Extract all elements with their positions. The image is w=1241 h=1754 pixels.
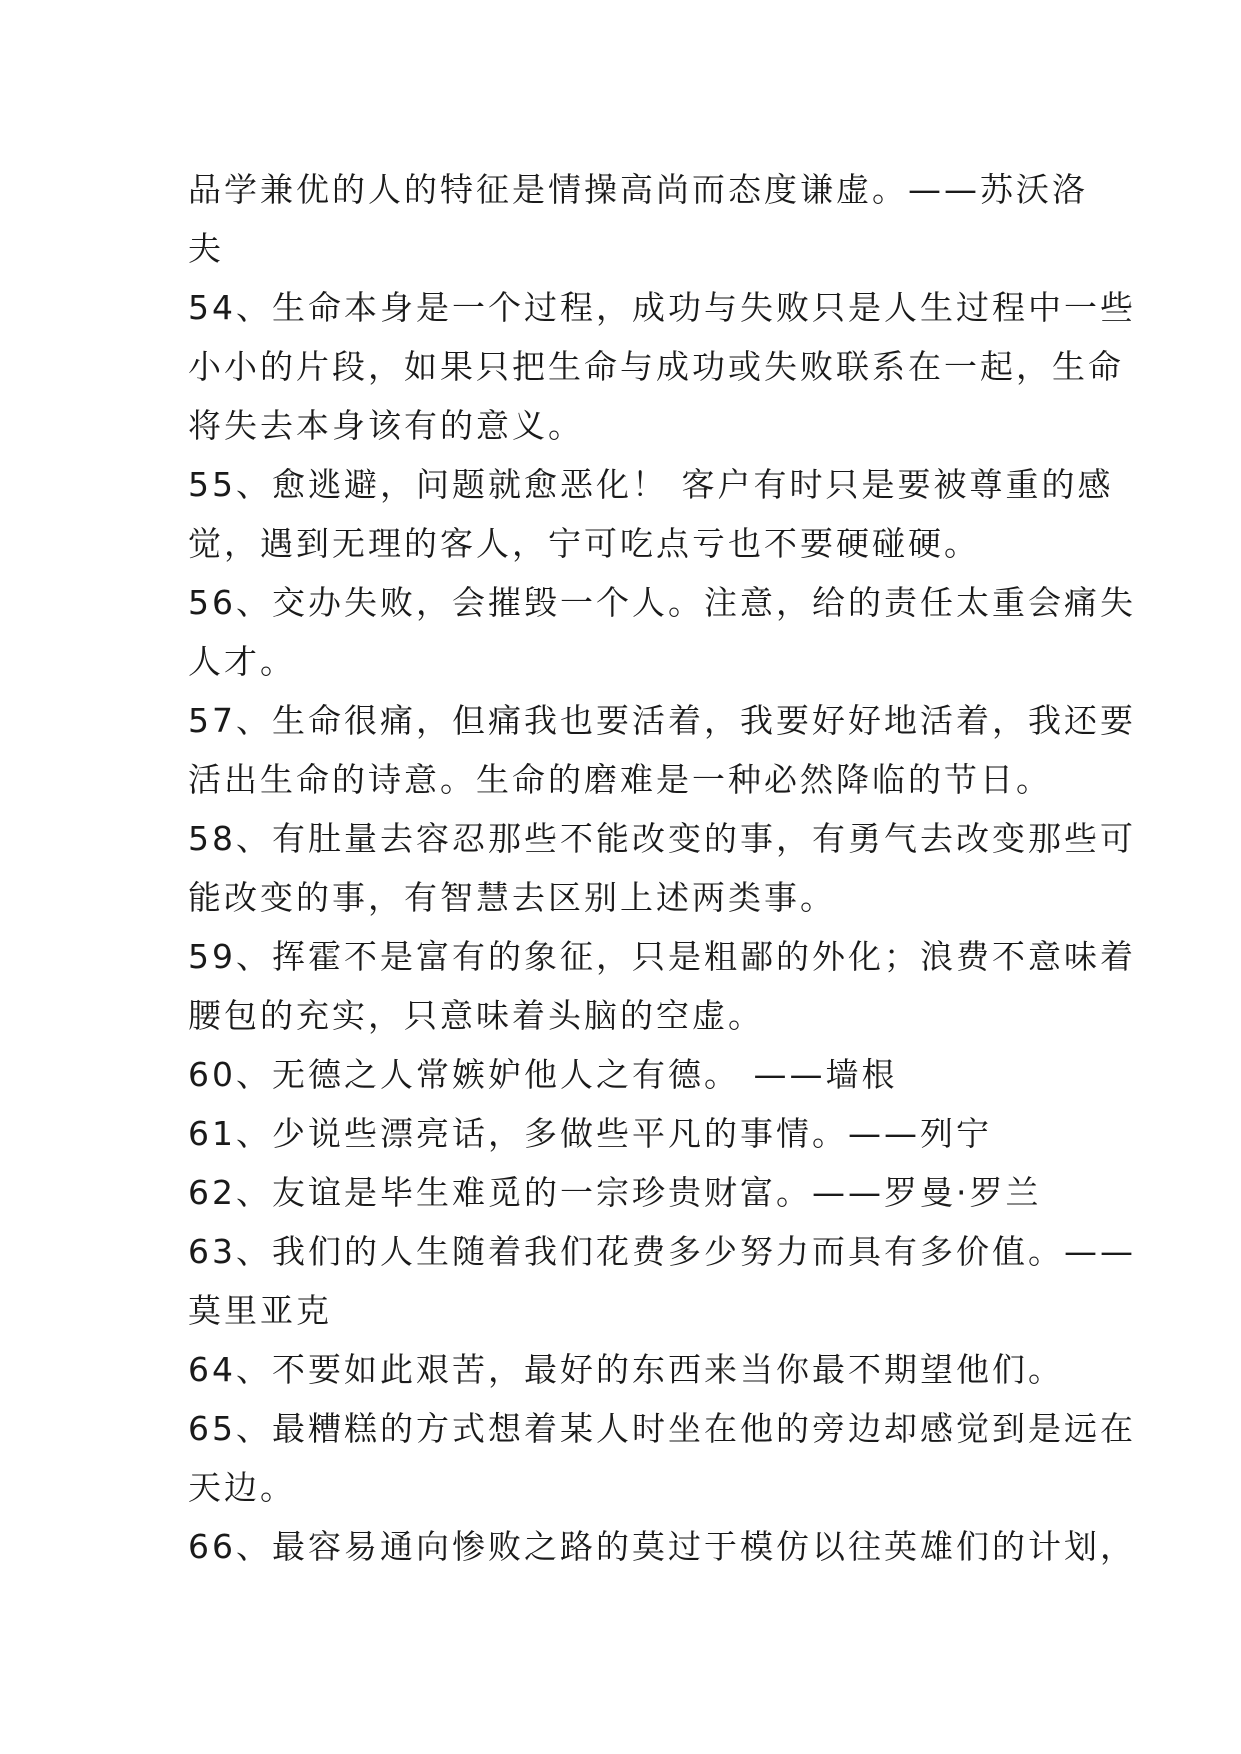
text-line: 65、最糟糕的方式想着某人时坐在他的旁边却感觉到是远在 [188, 1409, 1136, 1448]
text-line: 人才。 [188, 642, 296, 681]
text-line: 64、不要如此艰苦，最好的东西来当你最不期望他们。 [188, 1350, 1064, 1389]
text-line: 63、我们的人生随着我们花费多少努力而具有多价值。—— [188, 1232, 1136, 1271]
text-line: 夫 [188, 229, 224, 268]
text-line: 54、生命本身是一个过程，成功与失败只是人生过程中一些 [188, 288, 1136, 327]
text-line: 56、交办失败，会摧毁一个人。注意，给的责任太重会痛失 [188, 583, 1136, 622]
text-line: 天边。 [188, 1468, 296, 1507]
text-line: 品学兼优的人的特征是情操高尚而态度谦虚。——苏沃洛 [188, 170, 1088, 209]
text-line: 58、有肚量去容忍那些不能改变的事，有勇气去改变那些可 [188, 819, 1136, 858]
text-line: 66、最容易通向惨败之路的莫过于模仿以往英雄们的计划， [188, 1527, 1136, 1566]
text-line: 能改变的事，有智慧去区别上述两类事。 [188, 878, 836, 917]
text-line: 55、愈逃避，问题就愈恶化！ 客户有时只是要被尊重的感 [188, 465, 1114, 504]
text-line: 61、少说些漂亮话，多做些平凡的事情。——列宁 [188, 1114, 992, 1153]
document-body [188, 160, 1136, 1576]
text-line: 腰包的充实，只意味着头脑的空虚。 [188, 996, 764, 1035]
text-line: 57、生命很痛，但痛我也要活着，我要好好地活着，我还要 [188, 701, 1136, 740]
text-line: 小小的片段，如果只把生命与成功或失败联系在一起，生命 [188, 347, 1124, 386]
text-line: 莫里亚克 [188, 1291, 332, 1330]
text-line: 觉，遇到无理的客人，宁可吃点亏也不要硬碰硬。 [188, 524, 980, 563]
text-line: 60、无德之人常嫉妒他人之有德。 ——墙根 [188, 1055, 898, 1094]
text-line: 59、挥霍不是富有的象征，只是粗鄙的外化；浪费不意味着 [188, 937, 1136, 976]
text-line: 将失去本身该有的意义。 [188, 406, 584, 445]
text-line: 活出生命的诗意。生命的磨难是一种必然降临的节日。 [188, 760, 1052, 799]
text-line: 62、友谊是毕生难觅的一宗珍贵财富。——罗曼·罗兰 [188, 1173, 1042, 1212]
